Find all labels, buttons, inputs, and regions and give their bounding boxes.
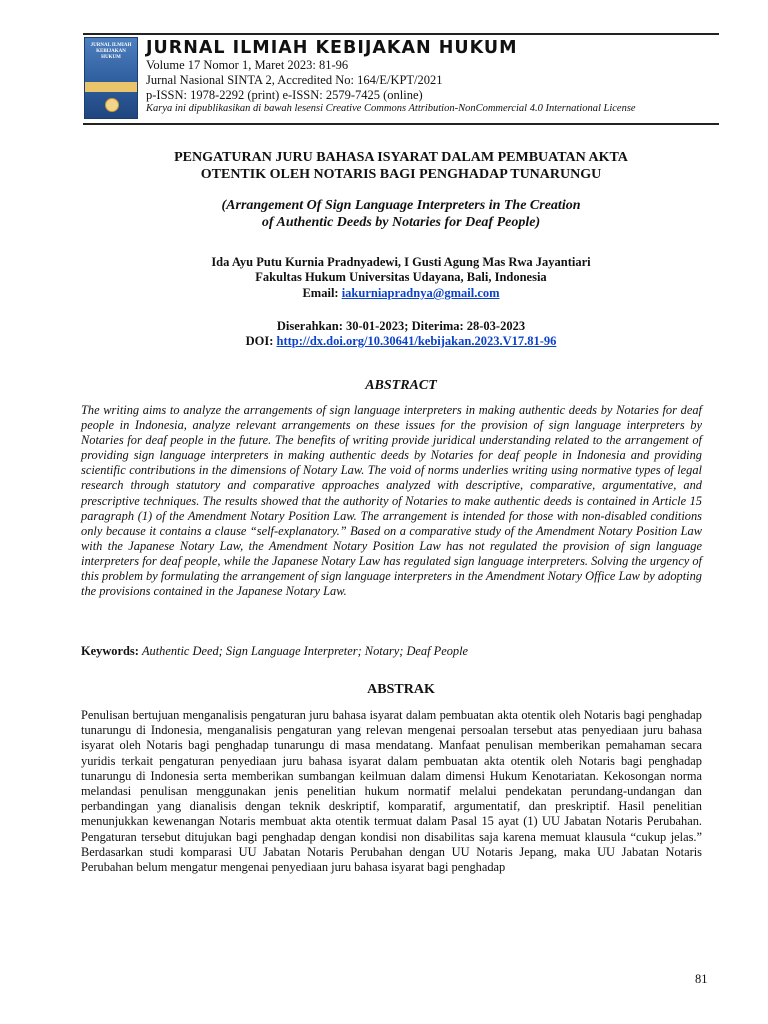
article-title-line-1: PENGATURAN JURU BAHASA ISYARAT DALAM PEMBUATAN AKTA [174, 150, 628, 165]
email-link[interactable]: iakurniapradnya@gmail.com [341, 286, 500, 300]
abstrak-heading: ABSTRAK [367, 682, 435, 697]
doi-label: DOI: [245, 334, 274, 348]
journal-volume: Volume 17 Nomor 1, Maret 2023: 81-96 [146, 58, 349, 72]
article-title [83, 149, 719, 183]
article-title-line-2: OTENTIK OLEH NOTARIS BAGI PENGHADAP TUNARUNGU [200, 167, 602, 182]
submission-dates: Diserahkan: 30-01-2023; Diterima: 28-03-2023 [276, 319, 526, 333]
article-english-title [83, 197, 719, 231]
english-title-line-2: of Authentic Deeds by Notaries for Deaf People) [261, 215, 541, 230]
page-number: 81 [695, 972, 708, 986]
abstrak-body: Penulisan bertujuan menganalisis pengaturan juru bahasa isyarat dalam pembuatan akta otentik oleh Notaris bagi penghadap tunarungu di Indonesia, menganalisis pengaturan yang relevan mengenai persoalan tersebut atas penyediaan juru bahasa isyarat oleh Notaris bagi penghadap tunarungu di masa mendatang. Manfaat penulisan memberikan pemahaman secara yuridis terkait pengaturan penyediaan juru bahasa isyarat dalam pembuatan akta otentik oleh Notaris bagi penghadap tunarungu di Indonesia serta memberikan sumbangan keilmuan dalam dimensi Hukum Kenotariatan. Kekosongan norma melandasi penulisan menggunakan jenis penelitian hukum normatif melalui pendekatan perundang-undangan dan perbandingan yang dianalisis dengan teknik deskriptif, komparatif, argumentatif, dan preskriptif. Hasil penelitian menunjukkan kewenangan Notaris membuat akta otentik termuat dalam Pasal 15 ayat (1) UU Jabatan Notaris Perubahan. Pengaturan tersebut ditujukan bagi penghadap dengan kondisi non disabilitas saja karena memuat klausula “cukup jelas.” Berdasarkan studi komparasi UU Jabatan Notaris Perubahan dengan UU Notaris Jepang, maka UU Jabatan Notaris Perubahan belum mengatur mengenai penyediaan juru bahasa isyarat bagi penghadap [81, 708, 702, 875]
authors: Ida Ayu Putu Kurnia Pradnyadewi, I Gusti Agung Mas Rwa Jayantiari [211, 255, 591, 269]
header-bottom-rule [83, 123, 719, 125]
cover-band [85, 82, 137, 92]
header-top-rule [83, 33, 719, 35]
keywords-values: Authentic Deed; Sign Language Interpreter; Notary; Deaf People [141, 644, 469, 658]
email-line [83, 285, 719, 301]
keywords-label: Keywords: [81, 644, 139, 658]
doi-link[interactable]: http://dx.doi.org/10.30641/kebijakan.2023.V17.81-96 [276, 334, 557, 348]
cover-emblem-icon [105, 98, 119, 112]
email-label: Email: [302, 286, 339, 300]
keywords-line [81, 644, 702, 659]
affiliation: Fakultas Hukum Universitas Udayana, Bali, Indonesia [255, 270, 547, 284]
journal-title: JURNAL ILMIAH KEBIJAKAN HUKUM [146, 38, 518, 58]
journal-cover-image [84, 37, 138, 119]
doi-line [83, 333, 719, 349]
journal-license: Karya ini dipublikasikan di bawah lesensi Creative Commons Attribution-NonCommercial 4.0 International License [146, 103, 636, 114]
cover-title: JURNAL ILMIAH KEBIJAKAN HUKUM [90, 43, 132, 60]
journal-accreditation: Jurnal Nasional SINTA 2, Accredited No: 164/E/KPT/2021 [146, 73, 443, 87]
english-title-line-1: (Arrangement Of Sign Language Interpreters in The Creation [221, 198, 581, 213]
journal-issn: p-ISSN: 1978-2292 (print) e-ISSN: 2579-7425 (online) [146, 88, 423, 102]
abstract-heading: ABSTRACT [365, 378, 437, 393]
abstract-body: The writing aims to analyze the arrangements of sign language interpreters in making authentic deeds by Notaries for deaf people in Indonesia, analyze relevant arrangements on these issues for the provision of sign language interpreters by Notaries for deaf people in the future. The benefits of writing provide juridical understanding related to the arrangement of providing sign language interpreters in making authentic deeds by Notaries for deaf people in Indonesia and providing scientific contributions in the dimensions of Notary Law. The void of norms underlies writing using normative types of legal research through statutory and comparative approaches analyzed with descriptive, comparative, argumentative, and prescriptive techniques. The results showed that the authority of Notaries to make authentic deeds is contained in Article 15 paragraph (1) of the Amendment Notary Position Law. The arrangement is intended for those with non-disabled conditions only because it contains a clause “self-explanatory.” Based on a comparative study of the Amendment Notary Position Law with the Japanese Notary Law, the Amendment Notary Position Law has not regulated the provision of sign language interpreters for deaf people, while the Japanese Notary Law has regulated sign language interpreters. Solving the urgency of this problem by formulating the arrangement of sign language interpreters in the Amendment Notary Office Law by adopting the provisions contained in the Japanese Notary Law. [81, 403, 702, 599]
